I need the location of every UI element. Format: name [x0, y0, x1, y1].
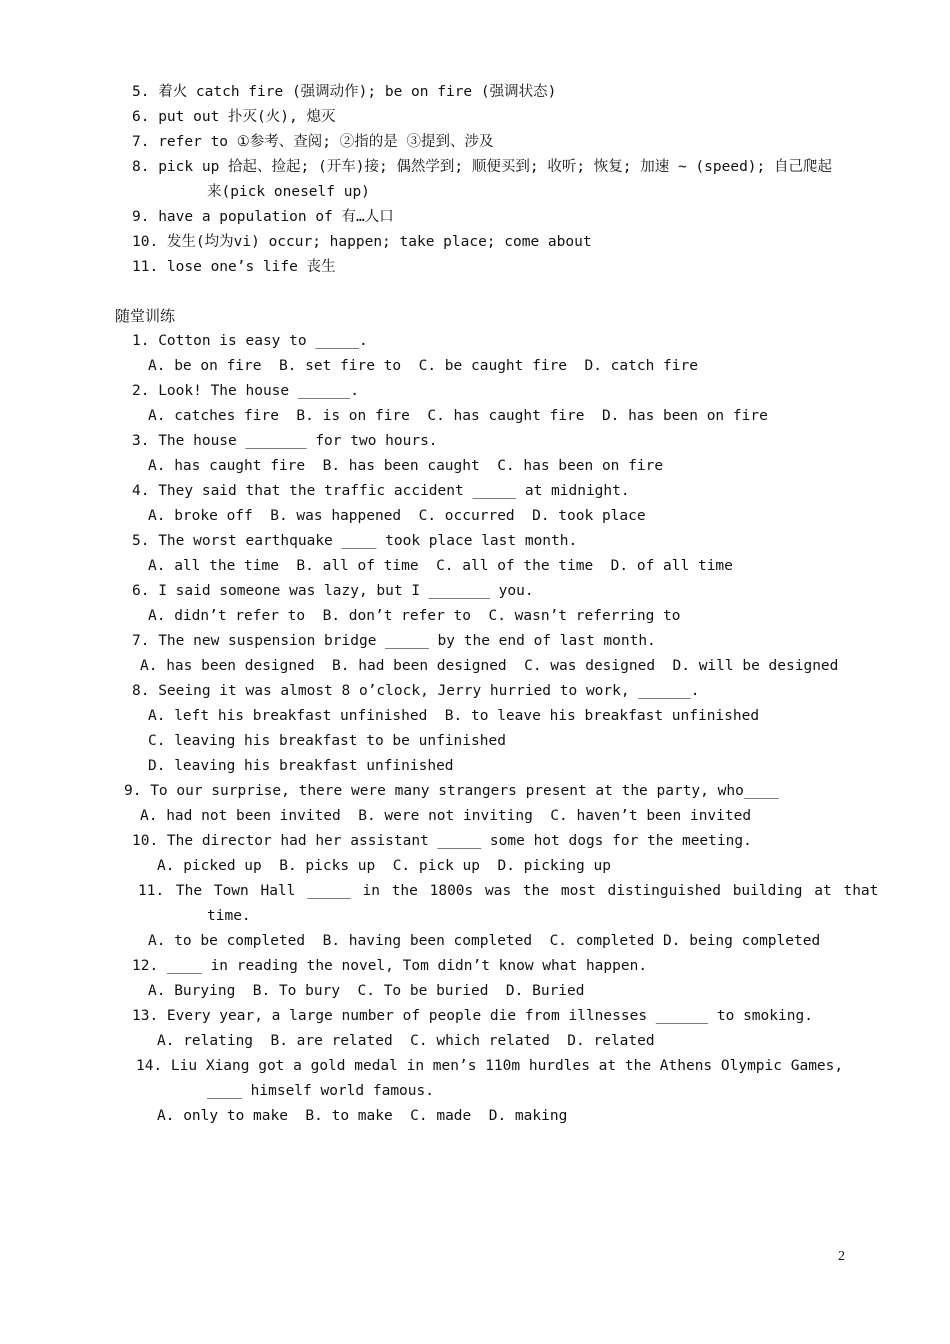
vocab-item: 6. put out 扑灭(火), 熄灭: [132, 109, 336, 125]
question: 13. Every year, a large number of people die from illnesses ______ to smoking.: [132, 1008, 813, 1024]
question: 3. The house _______ for two hours.: [132, 433, 438, 449]
answer-options: A. be on fire B. set fire to C. be caught fire D. catch fire: [148, 358, 698, 374]
answer-options: A. has been designed B. had been designed C. was designed D. will be designed: [140, 658, 839, 674]
answer-options: A. to be completed B. having been completed C. completed D. being completed: [148, 933, 821, 949]
question: 6. I said someone was lazy, but I _______ you.: [132, 583, 534, 599]
question: 7. The new suspension bridge _____ by the end of last month.: [132, 633, 656, 649]
question: 5. The worst earthquake ____ took place last month.: [132, 533, 578, 549]
answer-options: C. leaving his breakfast to be unfinished: [148, 733, 506, 749]
vocab-item: 10. 发生(均为vi) occur; happen; take place; come about: [132, 234, 592, 250]
vocab-item: 9. have a population of 有…人口: [132, 209, 394, 225]
answer-options: A. all the time B. all of time C. all of the time D. of all time: [148, 558, 733, 574]
question: 8. Seeing it was almost 8 o’clock, Jerry hurried to work, ______.: [132, 683, 700, 699]
question-continuation: time.: [207, 908, 251, 924]
answer-options: A. left his breakfast unfinished B. to leave his breakfast unfinished: [148, 708, 760, 724]
question: 2. Look! The house ______.: [132, 383, 359, 399]
section-title: 随堂训练: [115, 307, 176, 325]
question: 9. To our surprise, there were many strangers present at the party, who____: [124, 783, 779, 799]
answer-options: A. only to make B. to make C. made D. making: [157, 1108, 568, 1124]
page-number: 2: [838, 1249, 845, 1264]
answer-options: A. picked up B. picks up C. pick up D. picking up: [157, 858, 611, 874]
answer-options: A. Burying B. To bury C. To be buried D. Buried: [148, 983, 585, 999]
vocab-item: 5. 着火 catch fire (强调动作); be on fire (强调状态): [132, 84, 557, 100]
answer-options: A. relating B. are related C. which related D. related: [157, 1033, 655, 1049]
question: 12. ____ in reading the novel, Tom didn’t know what happen.: [132, 958, 648, 974]
question-continuation: ____ himself world famous.: [207, 1083, 434, 1099]
vocab-item: 7. refer to ①参考、查阅; ②指的是 ③提到、涉及: [132, 134, 494, 150]
vocab-item: 8. pick up 拾起、捡起; (开车)接; 偶然学到; 顺便买到; 收听; 恢复; 加速 ~ (speed); 自己爬起: [132, 159, 832, 175]
vocab-item-continuation: 来(pick oneself up): [207, 184, 370, 200]
answer-options: A. didn’t refer to B. don’t refer to C. wasn’t referring to: [148, 608, 681, 624]
answer-options: D. leaving his breakfast unfinished: [148, 758, 454, 774]
answer-options: A. broke off B. was happened C. occurred D. took place: [148, 508, 646, 524]
question: 14. Liu Xiang got a gold medal in men’s 110m hurdles at the Athens Olympic Games,: [136, 1058, 844, 1074]
answer-options: A. has caught fire B. has been caught C. has been on fire: [148, 458, 664, 474]
answer-options: A. had not been invited B. were not inviting C. haven’t been invited: [140, 808, 752, 824]
question: 4. They said that the traffic accident _____ at midnight.: [132, 483, 630, 499]
question: 11. The Town Hall _____ in the 1800s was the most distinguished building at that: [138, 883, 879, 899]
vocab-item: 11. lose one’s life 丧生: [132, 259, 336, 275]
question: 10. The director had her assistant _____ some hot dogs for the meeting.: [132, 833, 752, 849]
answer-options: A. catches fire B. is on fire C. has caught fire D. has been on fire: [148, 408, 768, 424]
question: 1. Cotton is easy to _____.: [132, 333, 368, 349]
